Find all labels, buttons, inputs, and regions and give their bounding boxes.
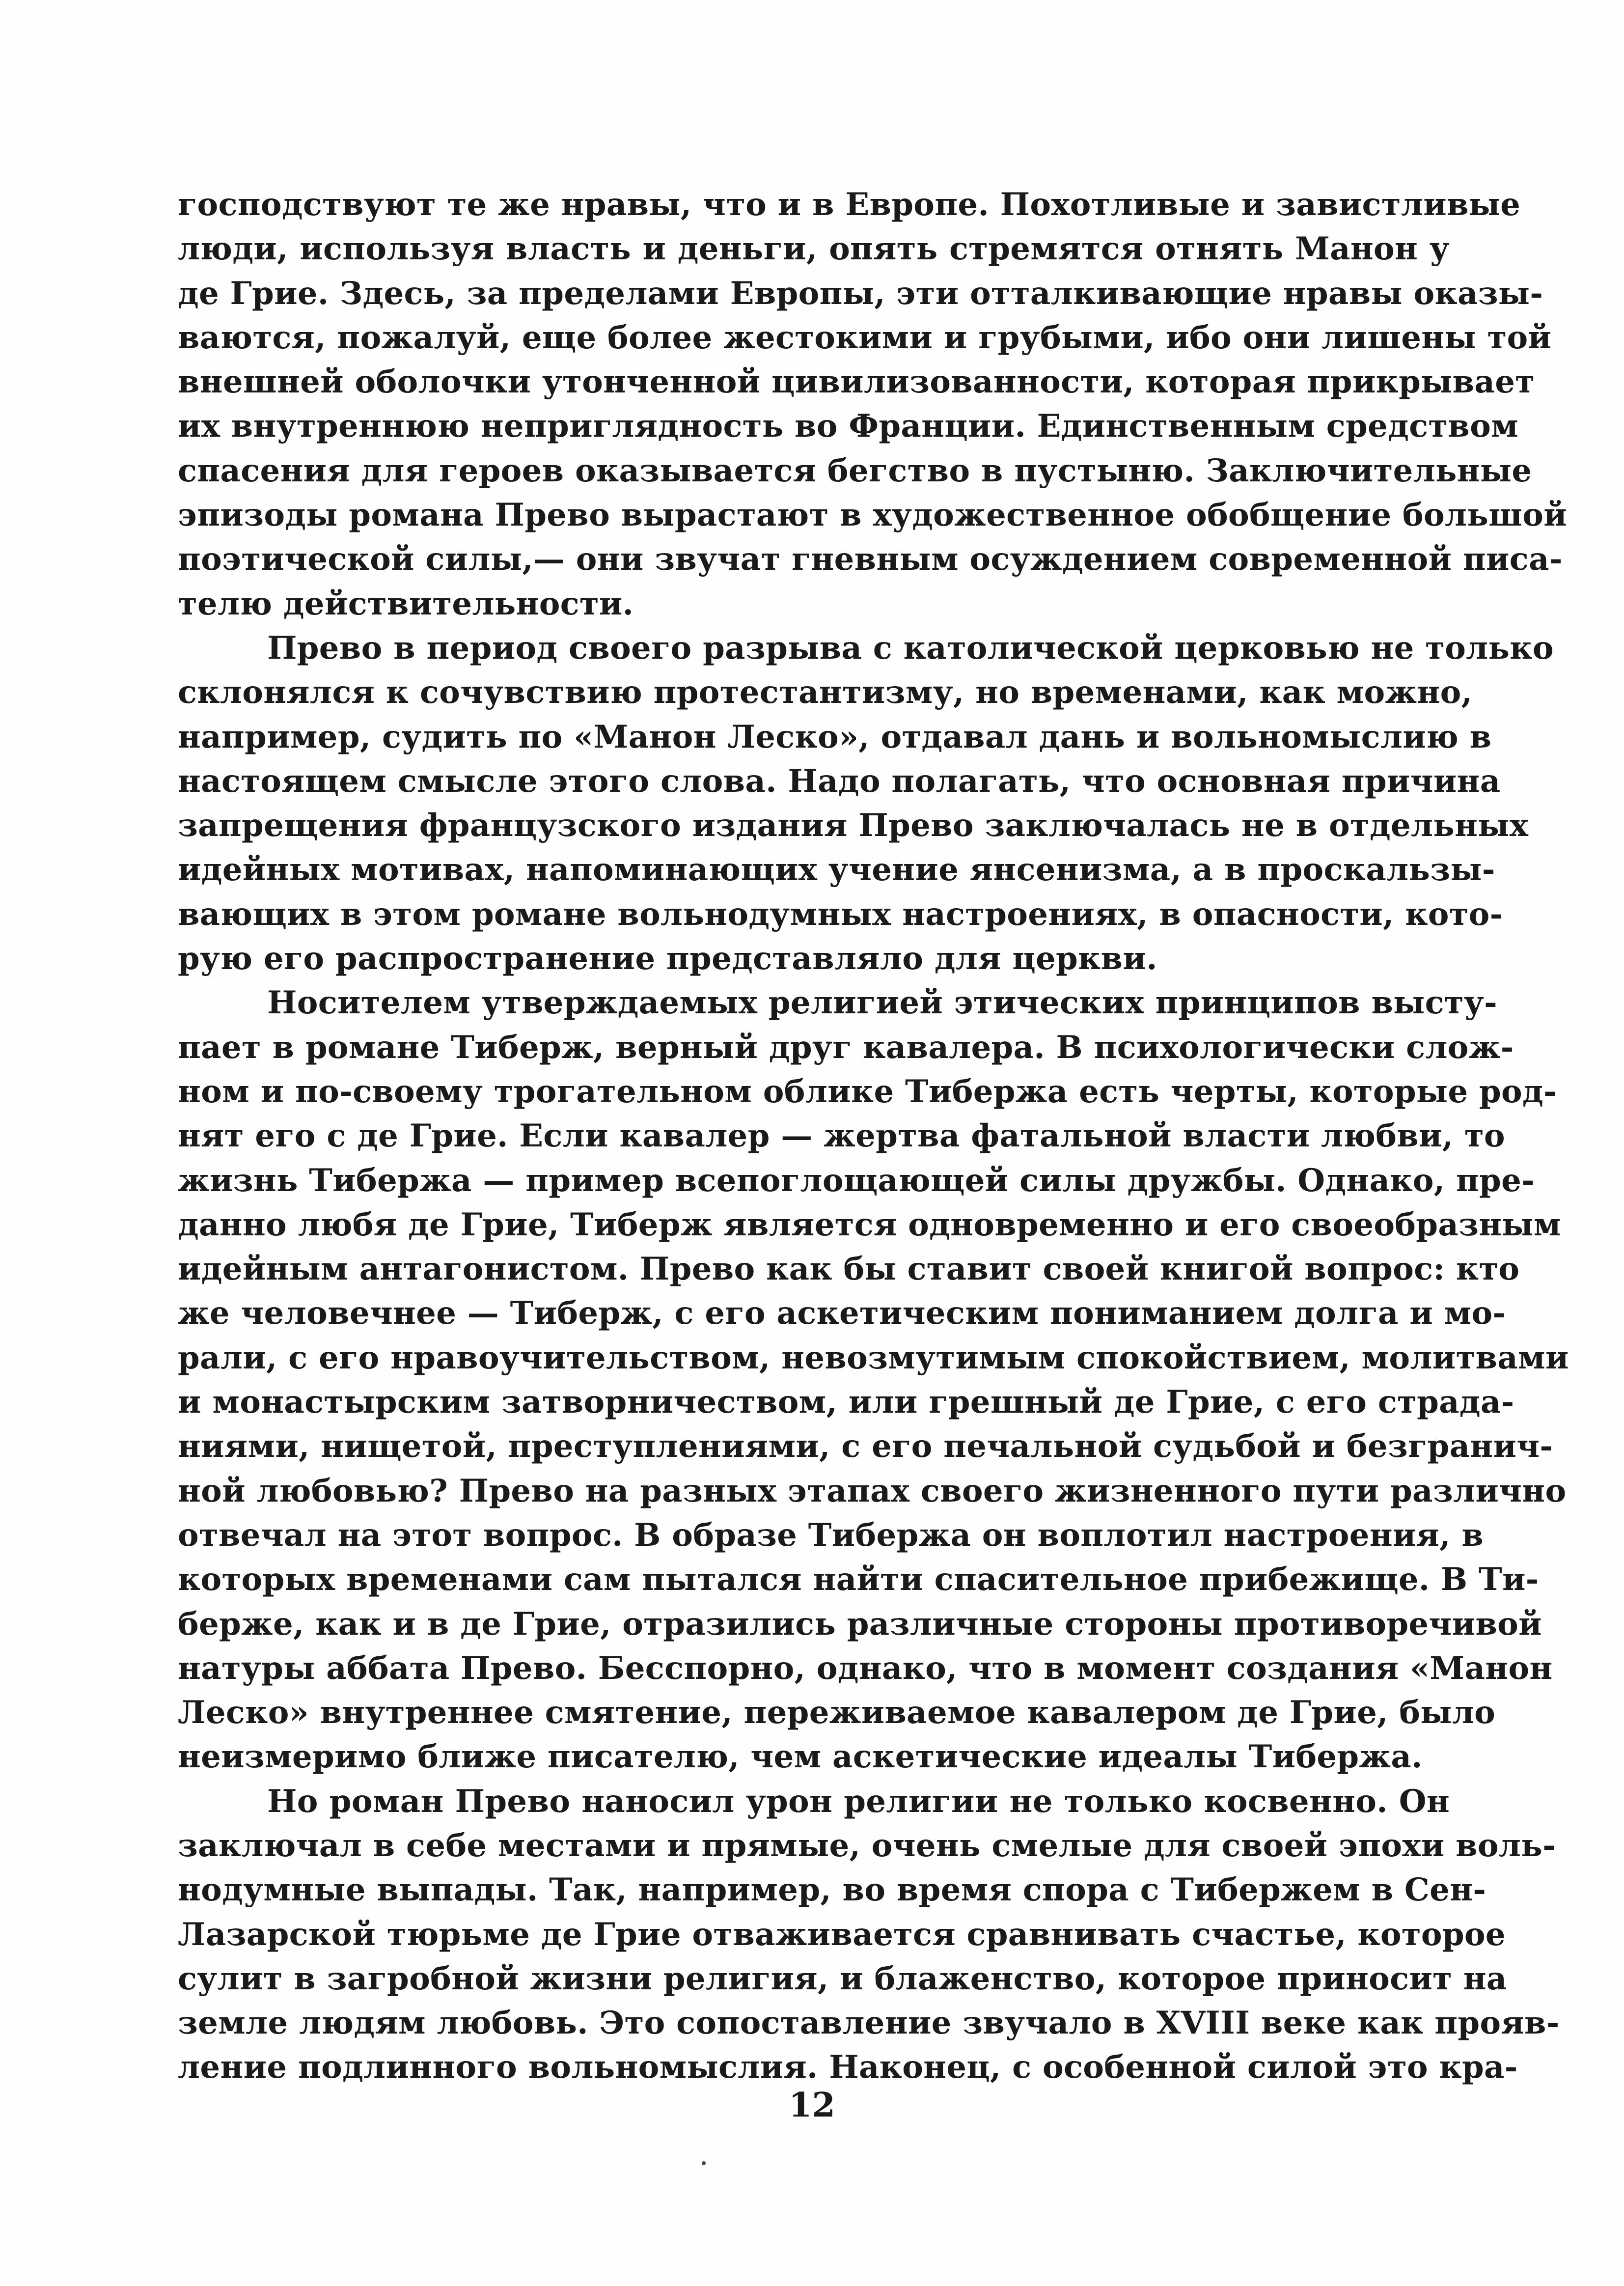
text-line: спасения для героев оказывается бегство в пустыню. Заключительные — [178, 452, 1532, 489]
text-line: и монастырским затворничеством, или грешный де Грие, с его страда- — [178, 1384, 1514, 1421]
text-line: идейных мотивах, напоминающих учение янсенизма, а в проскальзы- — [178, 851, 1495, 889]
text-line: Но роман Прево наносил урон религии не только косвенно. Он — [267, 1783, 1450, 1820]
text-line: ной любовью? Прево на разных этапах своего жизненного пути различно — [178, 1472, 1567, 1509]
text-line: настоящем смысле этого слова. Надо полагать, что основная причина — [178, 762, 1501, 800]
text-line: данно любя де Грие, Тиберж является одновременно и его своеобразным — [178, 1206, 1561, 1243]
text-line: вающих в этом романе вольнодумных настроениях, в опасности, кото- — [178, 895, 1503, 933]
text-line: земле людям любовь. Это сопоставление звучало в XVIII веке как прояв- — [178, 2005, 1560, 2042]
text-line: ваются, пожалуй, еще более жестокими и грубыми, ибо они лишены той — [178, 319, 1552, 356]
text-line: запрещения французского издания Прево заключалась не в отдельных — [178, 807, 1529, 844]
text-line: де Грие. Здесь, за пределами Европы, эти отталкивающие нравы оказы- — [178, 275, 1543, 312]
text-line: которых временами сам пытался найти спасительное прибежище. В Ти- — [178, 1561, 1539, 1598]
text-line: внешней оболочки утонченной цивилизованности, которая прикрывает — [178, 363, 1535, 401]
body-text — [178, 183, 1569, 2090]
text-line: их внутреннюю неприглядность во Франции. Единственным средством — [178, 408, 1518, 445]
text-line: господствуют те же нравы, что и в Европе. Похотливые и завистливые — [178, 186, 1521, 223]
text-line: Носителем утверждаемых религией этических принципов высту- — [267, 984, 1497, 1022]
text-line: эпизоды романа Прево вырастают в художественное обобщение большой — [178, 497, 1567, 534]
text-line: берже, как и в де Грие, отразились различные стороны противоречивой — [178, 1605, 1542, 1643]
text-line: склонялся к сочувствию протестантизму, но временами, как можно, — [178, 674, 1473, 711]
text-line: например, судить по «Манон Леско», отдавал дань и вольномыслию в — [178, 718, 1492, 755]
text-line: ниями, нищетой, преступлениями, с его печальной судьбой и безгранич- — [178, 1428, 1553, 1465]
text-line: рую его распространение представляло для церкви. — [178, 940, 1157, 977]
text-line: сулит в загробной жизни религия, и блаженство, которое приносит на — [178, 1960, 1507, 1997]
text-line: нят его с де Грие. Если кавалер — жертва фатальной власти любви, то — [178, 1117, 1505, 1155]
text-line: пает в романе Тиберж, верный друг кавалера. В психологически слож- — [178, 1029, 1514, 1066]
text-line: телю действительности. — [178, 585, 634, 622]
text-line: идейным антагонистом. Прево как бы ставит своей книгой вопрос: кто — [178, 1251, 1520, 1288]
text-line: Леско» внутреннее смятение, переживаемое кавалером де Грие, было — [178, 1694, 1496, 1731]
print-speck — [702, 2161, 706, 2165]
text-line: рали, с его нравоучительством, невозмутимым спокойствием, молитвами — [178, 1339, 1569, 1376]
text-line: люди, используя власть и деньги, опять стремятся отнять Манон у — [178, 230, 1450, 268]
text-line: поэтической силы,— они звучат гневным осуждением современной писа- — [178, 541, 1563, 578]
text-line: отвечал на этот вопрос. В образе Тибержа он воплотил настроения, в — [178, 1516, 1484, 1554]
text-line: ление подлинного вольномыслия. Наконец, с особенной силой это кра- — [178, 2049, 1518, 2086]
text-line: заключал в себе местами и прямые, очень смелые для своей эпохи воль- — [178, 1827, 1556, 1864]
text-line: Прево в период своего разрыва с католической церковью не только — [267, 629, 1554, 667]
text-line: неизмеримо ближе писателю, чем аскетические идеалы Тибержа. — [178, 1738, 1423, 1776]
text-line: ном и по-своему трогательном облике Тибержа есть черты, которые род- — [178, 1073, 1557, 1110]
text-line: нодумные выпады. Так, например, во время спора с Тибержем в Сен- — [178, 1871, 1486, 1909]
page-number: 12 — [789, 2086, 835, 2125]
text-line: же человечнее — Тиберж, с его аскетическим пониманием долга и мо- — [178, 1295, 1506, 1332]
text-line: жизнь Тибержа — пример всепоглощающей силы дружбы. Однако, пре- — [178, 1162, 1535, 1199]
text-line: Лазарской тюрьме де Грие отваживается сравнивать счастье, которое — [178, 1916, 1506, 1953]
text-line: натуры аббата Прево. Бесспорно, однако, что в момент создания «Манон — [178, 1649, 1553, 1687]
